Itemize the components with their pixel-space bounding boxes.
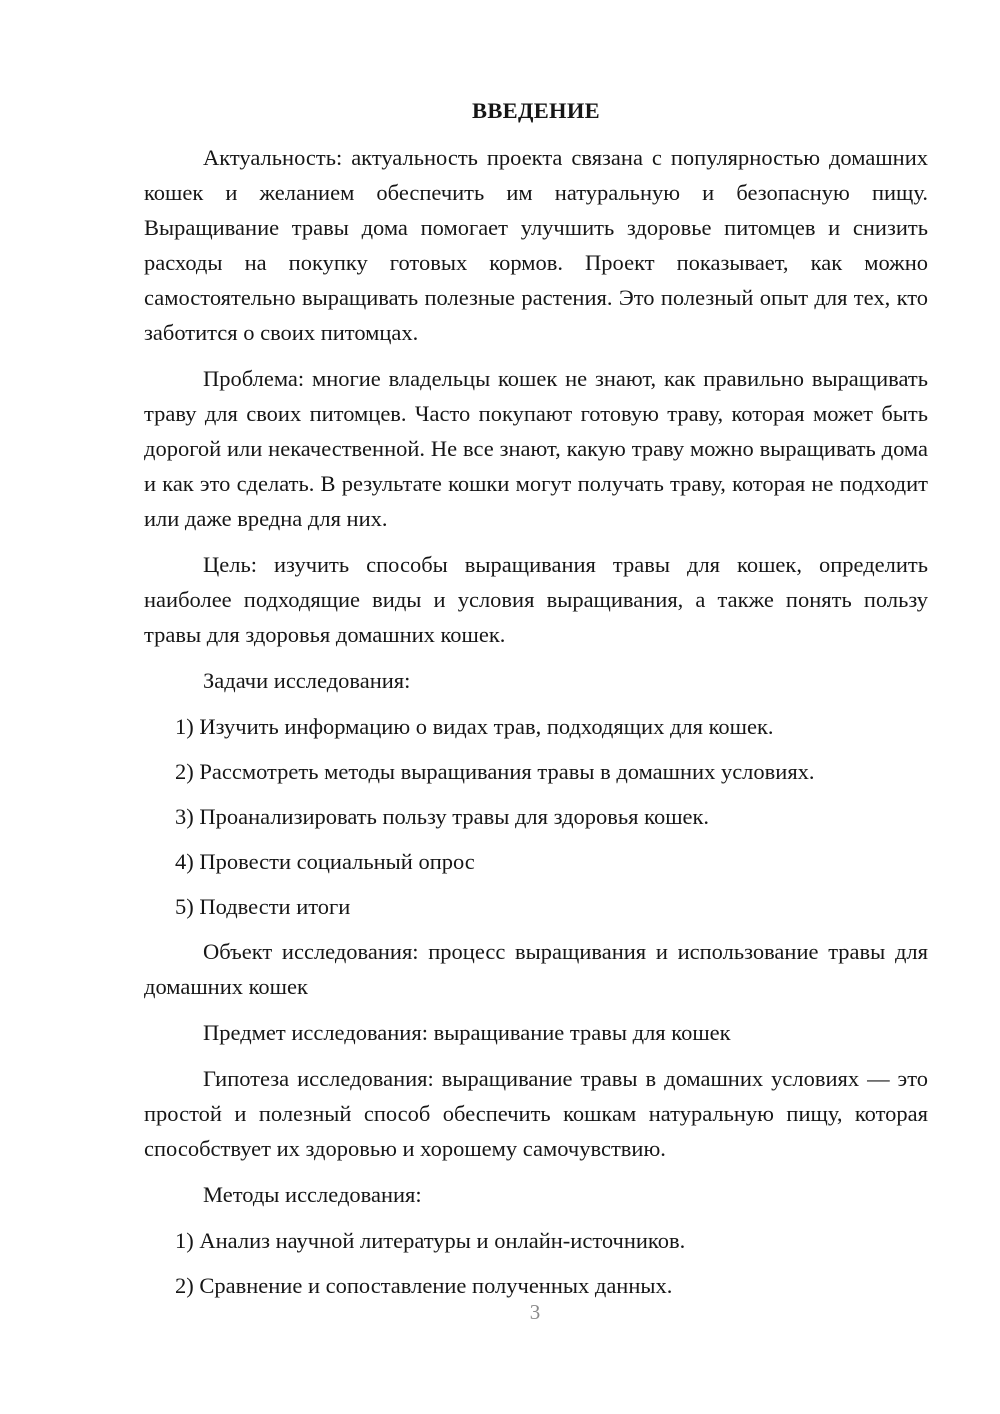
relevance-paragraph: Актуальность: актуальность проекта связана с популярностью домашних кошек и желанием обеспечить им натуральную и безопасную пищу. Выращивание травы дома помогает улучшить здоровье питомцев и снизить расходы на покупку готовых кормов. Проект показывает, как можно самостоятельно выращивать полезные растения. Это полезный опыт для тех, кто заботится о своих питомцах. [144, 145, 928, 345]
tasks-title: Задачи исследования: [203, 668, 411, 693]
methods-title: Методы исследования: [203, 1182, 422, 1207]
task-item: 2) Рассмотреть методы выращивания травы в домашних условиях. [175, 759, 815, 784]
task-item: 4) Провести социальный опрос [175, 849, 475, 874]
object-paragraph: Объект исследования: процесс выращивания и использование травы для домашних кошек [144, 939, 928, 999]
task-item: 3) Проанализировать пользу травы для здоровья кошек. [175, 804, 710, 829]
page-number: 3 [529, 1300, 541, 1324]
methods-list [144, 1223, 928, 1303]
tasks-list [144, 709, 928, 924]
task-item: 1) Изучить информацию о видах трав, подходящих для кошек. [175, 714, 774, 739]
section-heading: ВВЕДЕНИЕ [472, 98, 600, 123]
goal-paragraph: Цель: изучить способы выращивания травы для кошек, определить наиболее подходящие виды и условия выращивания, а также понять пользу травы для здоровья домашних кошек. [144, 552, 928, 647]
method-item: 1) Анализ научной литературы и онлайн-источников. [175, 1228, 686, 1253]
subject-paragraph: Предмет исследования: выращивание травы для кошек [203, 1020, 731, 1045]
method-item: 2) Сравнение и сопоставление полученных данных. [175, 1273, 673, 1298]
hypothesis-paragraph: Гипотеза исследования: выращивание травы в домашних условиях — это простой и полезный способ обеспечить кошкам натуральную пищу, которая способствует их здоровью и хорошему самочувствию. [144, 1066, 928, 1161]
task-item: 5) Подвести итоги [175, 894, 351, 919]
problem-paragraph: Проблема: многие владельцы кошек не знают, как правильно выращивать траву для своих питомцев. Часто покупают готовую траву, которая может быть дорогой или некачественной. Не все знают, какую траву можно выращивать дома и как это сделать. В результате кошки могут получать траву, которая не подходит или даже вредна для них. [144, 366, 928, 531]
page-content [144, 93, 928, 1313]
